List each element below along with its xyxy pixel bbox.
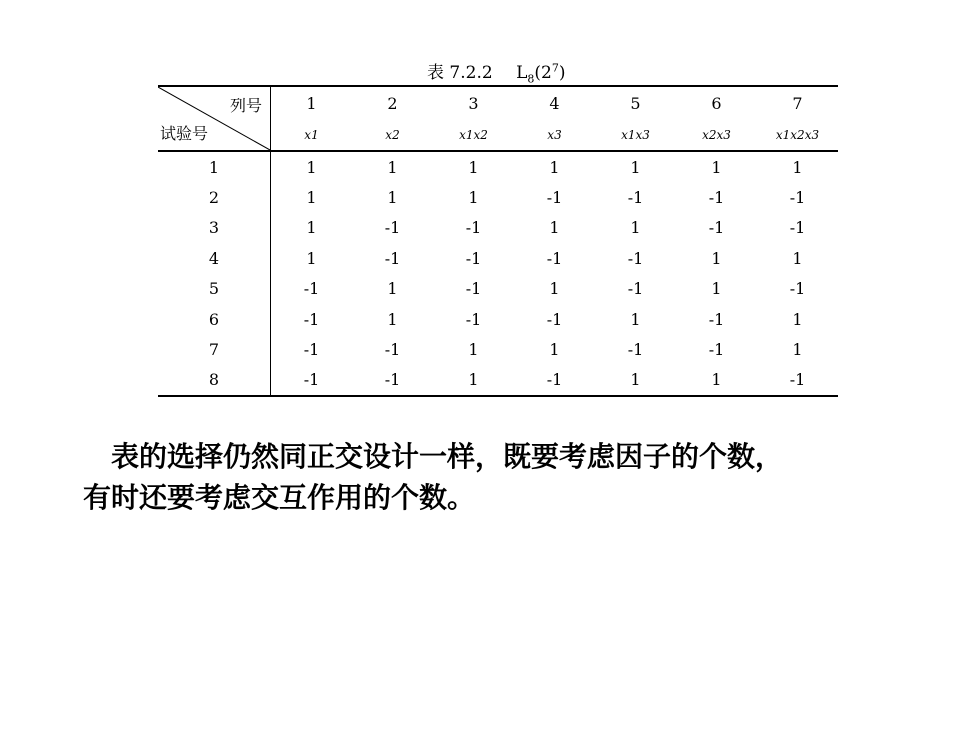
table-row <box>158 274 838 304</box>
table-cell: 1 <box>306 188 317 208</box>
table-cell: 1 <box>630 157 641 177</box>
table-cell: -1 <box>465 218 482 238</box>
trial-number: 6 <box>158 304 271 334</box>
table-cell: -1 <box>465 248 482 268</box>
paragraph-line-2: 有时还要考虑交互作用的个数。 <box>83 481 476 514</box>
column-factor: x3 <box>547 127 562 142</box>
table-cell: 1 <box>711 279 722 299</box>
table-cell: 1 <box>792 309 803 329</box>
design-close: ) <box>558 63 566 83</box>
column-factor: x1 <box>304 127 319 142</box>
trial-number: 1 <box>158 151 271 182</box>
table-cell: 1 <box>549 218 560 238</box>
table-cell: 1 <box>306 248 317 268</box>
column-number: 1 <box>306 93 317 113</box>
table-cell: 1 <box>387 309 398 329</box>
paragraph-line-1 <box>83 436 913 477</box>
table-cell: -1 <box>303 309 320 329</box>
table-cell: -1 <box>708 340 725 360</box>
table-row <box>158 334 838 364</box>
table-cell: -1 <box>384 370 401 390</box>
table-cell: -1 <box>708 309 725 329</box>
column-number: 6 <box>711 93 722 113</box>
table-cell: -1 <box>627 188 644 208</box>
table-body <box>158 151 838 396</box>
table-cell: 1 <box>387 157 398 177</box>
column-number-header: 列号 <box>229 96 262 115</box>
column-factor: x2 <box>385 127 400 142</box>
table-cell: 1 <box>468 188 479 208</box>
table-cell: 1 <box>468 370 479 390</box>
trial-number: 3 <box>158 213 271 243</box>
table-cell: -1 <box>546 188 563 208</box>
table-cell: -1 <box>384 218 401 238</box>
table-cell: -1 <box>789 188 806 208</box>
column-factor: x1x2x3 <box>775 127 820 142</box>
table-cell: 1 <box>549 279 560 299</box>
trial-number: 2 <box>158 182 271 212</box>
table-row <box>158 151 838 182</box>
table-cell: 1 <box>387 279 398 299</box>
trial-number: 8 <box>158 365 271 396</box>
table-row <box>158 304 838 334</box>
table-cell: -1 <box>384 248 401 268</box>
table-cell: -1 <box>465 309 482 329</box>
design-main: L <box>516 63 528 83</box>
column-number: 7 <box>792 93 803 113</box>
table-row <box>158 365 838 396</box>
paragraph-line-1-text: 表的选择仍然同正交设计一样，既要考虑因子的个数， <box>111 440 784 473</box>
design-sub: 8 <box>527 72 535 86</box>
column-factor: x2x3 <box>702 127 731 142</box>
trial-number-header: 试验号 <box>160 124 209 143</box>
column-number: 5 <box>630 93 641 113</box>
table-cell: 1 <box>630 218 641 238</box>
table-cell: -1 <box>303 340 320 360</box>
table-cell: -1 <box>627 248 644 268</box>
body-paragraph <box>83 436 913 518</box>
table-row <box>158 243 838 273</box>
table-cell: 1 <box>387 188 398 208</box>
table-cell: -1 <box>627 279 644 299</box>
table-cell: 1 <box>630 309 641 329</box>
table-cell: 1 <box>306 218 317 238</box>
table-cell: -1 <box>627 340 644 360</box>
column-factor: x1x2 <box>459 127 488 142</box>
table-cell: -1 <box>546 370 563 390</box>
column-factor: x1x3 <box>621 127 650 142</box>
table-cell: 1 <box>630 370 641 390</box>
table-cell: -1 <box>465 279 482 299</box>
design-sup: 7 <box>551 61 559 75</box>
table-cell: -1 <box>303 279 320 299</box>
table-cell: -1 <box>708 188 725 208</box>
design-base: (2 <box>534 63 552 83</box>
column-number: 4 <box>549 93 560 113</box>
column-number: 3 <box>468 93 479 113</box>
trial-number: 5 <box>158 274 271 304</box>
trial-number: 4 <box>158 243 271 273</box>
table-cell: -1 <box>789 218 806 238</box>
table-cell: 1 <box>306 157 317 177</box>
table-cell: -1 <box>303 370 320 390</box>
table-cell: -1 <box>384 340 401 360</box>
design-label <box>516 61 566 86</box>
table-caption <box>427 58 565 85</box>
trial-number: 7 <box>158 334 271 364</box>
table-cell: 1 <box>468 157 479 177</box>
table-cell: 1 <box>792 340 803 360</box>
table-cell: -1 <box>789 279 806 299</box>
table-cell: 1 <box>792 248 803 268</box>
table-cell: 1 <box>468 340 479 360</box>
table-cell: 1 <box>711 248 722 268</box>
table-cell: 1 <box>711 157 722 177</box>
table-number: 表 7.2.2 <box>427 63 493 83</box>
table-cell: -1 <box>546 309 563 329</box>
header-diagonal-cell <box>158 86 271 151</box>
table-row <box>158 213 838 243</box>
table-cell: -1 <box>708 218 725 238</box>
table-cell: -1 <box>789 370 806 390</box>
table-cell: -1 <box>546 248 563 268</box>
table-cell: 1 <box>792 157 803 177</box>
table-cell: 1 <box>711 370 722 390</box>
orthogonal-table <box>158 85 838 397</box>
table-cell: 1 <box>549 340 560 360</box>
table-cell: 1 <box>549 157 560 177</box>
column-number: 2 <box>387 93 398 113</box>
table-row <box>158 182 838 212</box>
